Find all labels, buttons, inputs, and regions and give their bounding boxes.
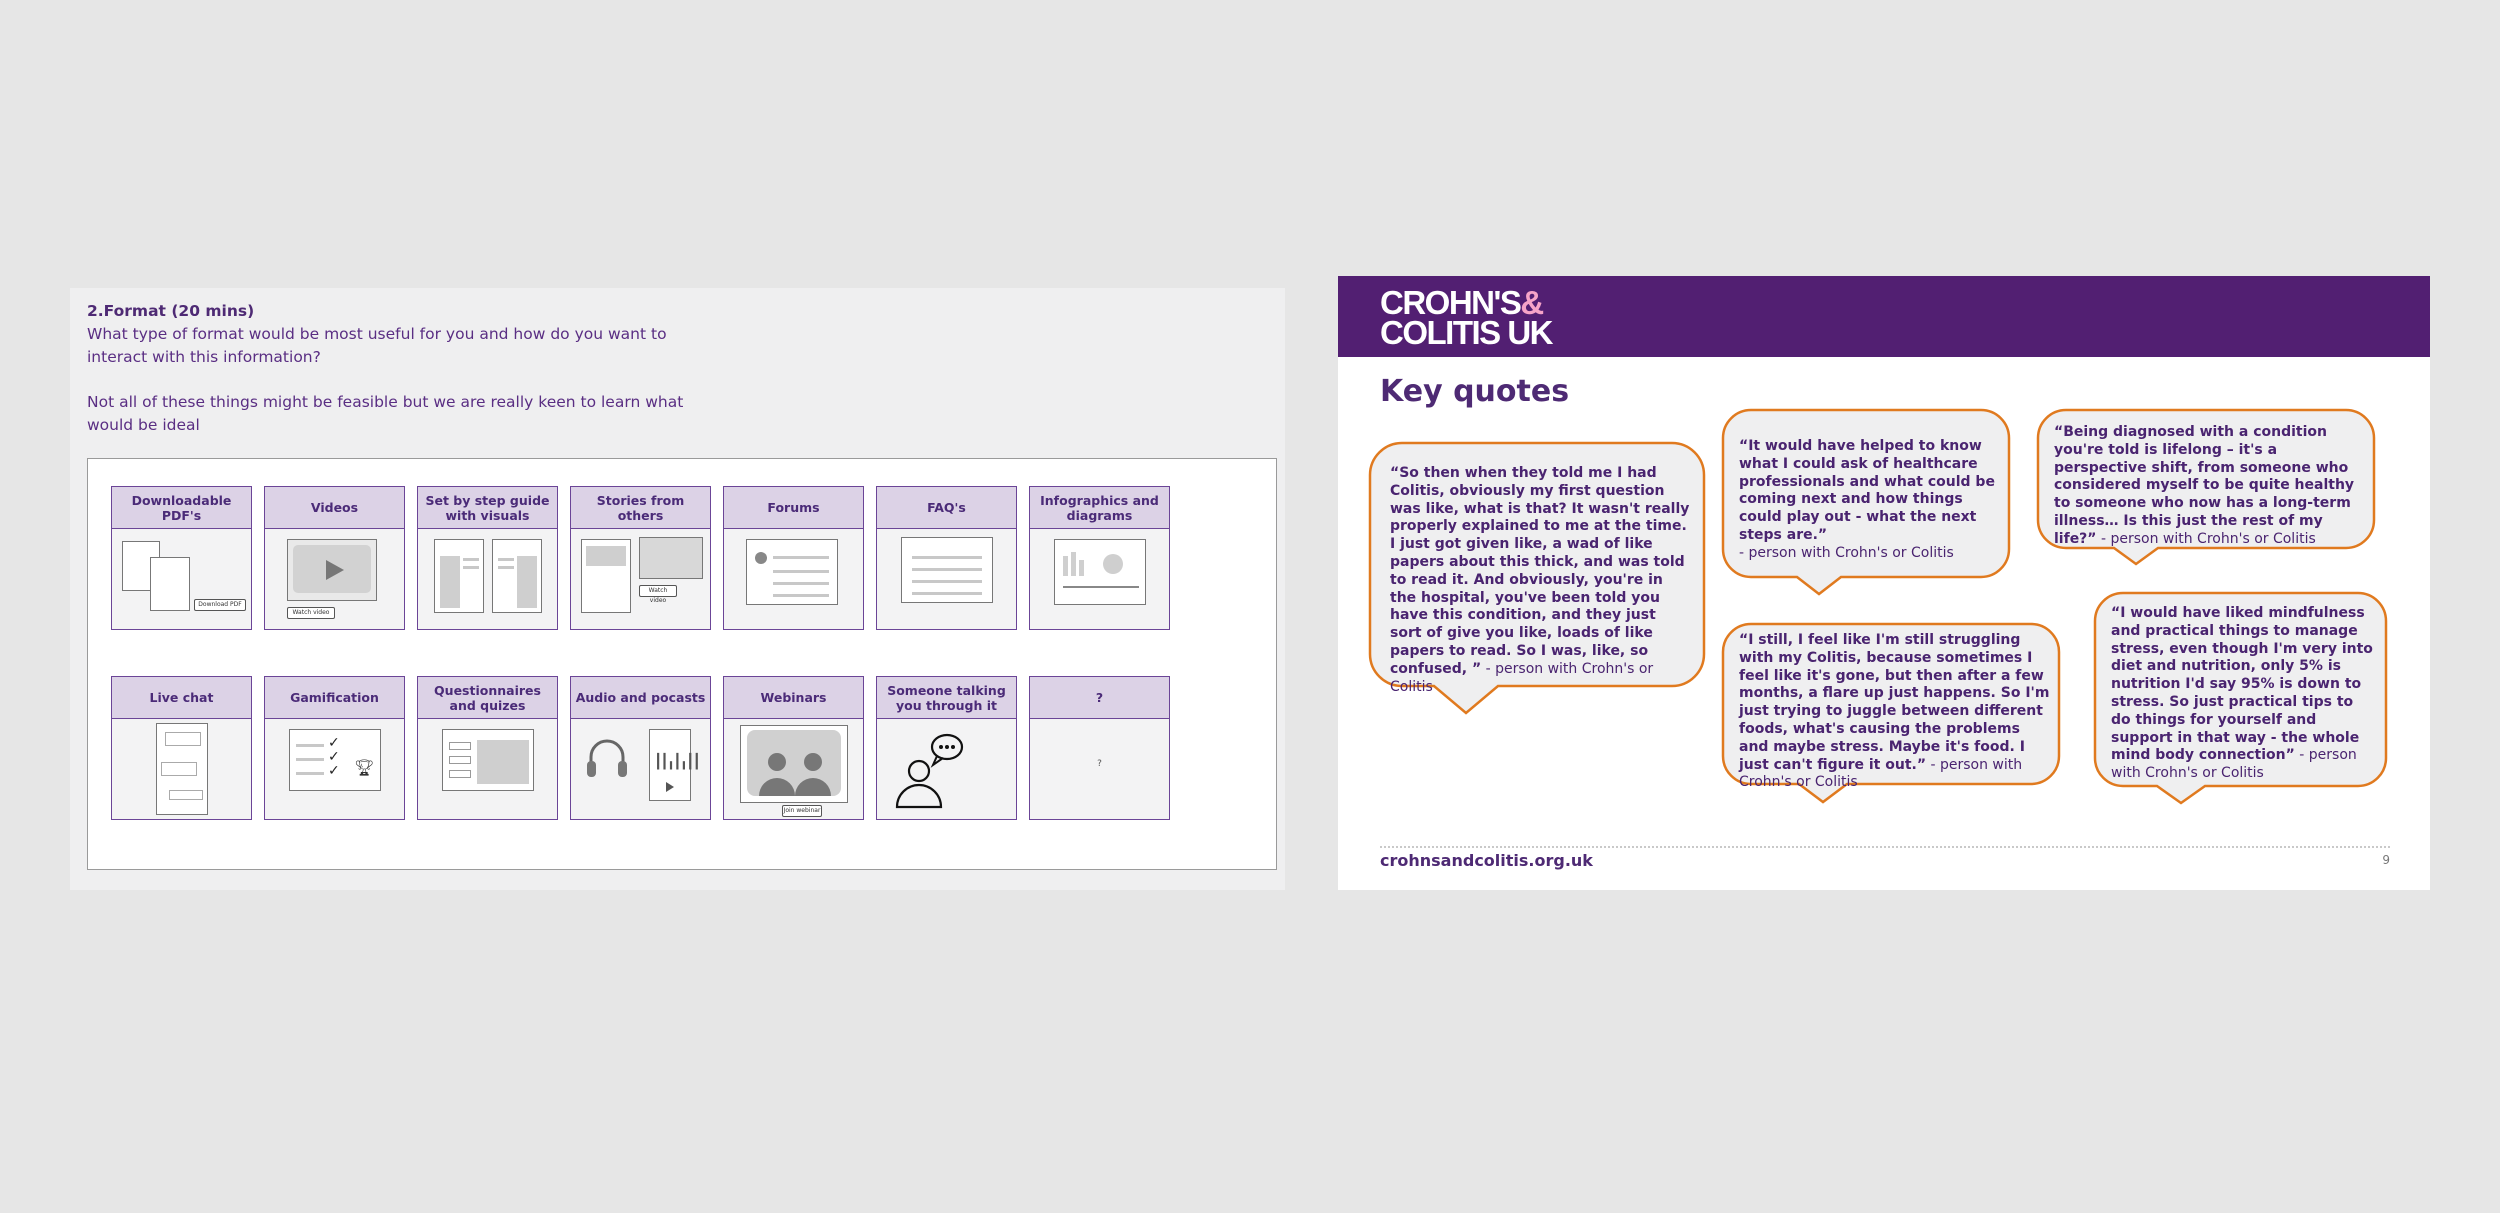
footer-divider xyxy=(1380,846,2390,848)
infographic-window xyxy=(1054,539,1146,605)
forums-sketch xyxy=(724,529,863,629)
gamification-window xyxy=(289,729,381,791)
webinar-window xyxy=(740,725,848,803)
card-videos[interactable] xyxy=(264,486,405,630)
card-audio-podcasts[interactable] xyxy=(570,676,711,820)
card-webinars[interactable] xyxy=(723,676,864,820)
intro-text xyxy=(87,300,707,437)
quiz-sketch xyxy=(418,719,557,819)
download-pdf-button[interactable]: Download PDF xyxy=(194,599,246,611)
card-title: ? xyxy=(1030,677,1169,719)
person-speaking-icon xyxy=(891,733,971,811)
quote-bubble xyxy=(1368,441,1708,721)
video-player xyxy=(287,539,377,601)
page-number: 9 xyxy=(2382,853,2390,867)
card-infographics[interactable] xyxy=(1029,486,1170,630)
brand-header xyxy=(1338,276,2430,357)
trophy-icon: 🏆︎ xyxy=(354,758,375,777)
quote-text: “It would have helped to know what I could ask of healthcare professionals and what could be coming next and how things could play out - what the next steps are.” - person with Crohn's or Colitis xyxy=(1739,438,1995,561)
audio-sketch xyxy=(571,719,710,819)
quote-bubble xyxy=(1723,622,2063,807)
card-title: Someone talking you through it xyxy=(877,677,1016,719)
card-gamification[interactable] xyxy=(264,676,405,820)
webinar-sketch xyxy=(724,719,863,819)
page-icon xyxy=(434,539,484,613)
quiz-window xyxy=(442,729,534,791)
card-someone-talking[interactable] xyxy=(876,676,1017,820)
card-downloadable-pdfs[interactable] xyxy=(111,486,252,630)
waveform-icon: ┃┃╻┃╻┃┃ xyxy=(654,754,700,770)
card-stories[interactable] xyxy=(570,486,711,630)
play-icon[interactable] xyxy=(326,560,344,580)
chat-sketch xyxy=(112,719,251,819)
checkmark-icon: ✓ ✓ ✓ xyxy=(328,735,340,779)
quote-text: “Being diagnosed with a condition you're told is lifelong – it's a perspective shift, from someone who considered myself to be quite healthy to someone who now has a long-term illness… Is this just the rest of my life?” - person with Crohn's or Colitis xyxy=(2054,424,2355,547)
faq-window xyxy=(901,537,993,603)
headphones-icon xyxy=(585,735,629,785)
card-live-chat[interactable] xyxy=(111,676,252,820)
quote-bubble xyxy=(2038,408,2378,568)
question-text: What type of format would be most useful for you and how do you want to interact with this information? xyxy=(87,325,667,366)
card-title: Downloadable PDF's xyxy=(112,487,251,529)
card-title: Gamification xyxy=(265,677,404,719)
watch-video-button[interactable]: Watch video xyxy=(287,607,335,619)
card-step-guide[interactable] xyxy=(417,486,558,630)
card-title: Webinars xyxy=(724,677,863,719)
infographic-sketch xyxy=(1030,529,1169,629)
page-icon xyxy=(581,539,631,613)
card-title: Set by step guide with visuals xyxy=(418,487,557,529)
key-quotes-slide xyxy=(1338,276,2430,890)
video-thumbnail xyxy=(639,537,703,579)
audio-player xyxy=(649,729,700,801)
card-questionnaires[interactable] xyxy=(417,676,558,820)
card-unknown[interactable] xyxy=(1029,676,1170,820)
card-title: Videos xyxy=(265,487,404,529)
watch-video-button[interactable]: Watch video xyxy=(639,585,677,597)
participants-icon xyxy=(757,752,833,796)
card-title: Forums xyxy=(724,487,863,529)
quote-text: “So then when they told me I had Colitis, obviously my first question was like, what is that? It wasn't really properly explained to me at the time. I just got given like, a wad of like papers about this thick, and was told to read it. And obviously, you're in the hospital, you've been told you have this condition, and they just sort of give you like, loads of like papers to read. So I was, like, so confused, ” - person with Crohn's or Colitis xyxy=(1390,465,1690,695)
card-faqs[interactable] xyxy=(876,486,1017,630)
phone-icon xyxy=(156,723,208,815)
placeholder-text: ? xyxy=(1097,759,1102,769)
document-icon xyxy=(150,557,190,611)
crohns-colitis-logo: CROHN'S& COLITIS UK xyxy=(1380,284,1552,351)
forum-window xyxy=(746,539,838,605)
card-title: Live chat xyxy=(112,677,251,719)
card-title: Audio and pocasts xyxy=(571,677,710,719)
format-slide xyxy=(70,288,1285,890)
join-webinar-button[interactable]: Join webinar xyxy=(782,805,822,817)
card-title: Infographics and diagrams xyxy=(1030,487,1169,529)
quote-text: “I still, I feel like I'm still struggling with my Colitis, because sometimes I feel like it's gone, but then after a few months, a flare up just happens. So I'm just trying to juggle between different foods, what's causing the problems and maybe stress. Maybe it's food. I just can't figure it out.” - person with Crohn's or Colitis xyxy=(1739,632,2050,791)
section-heading: 2.Format (20 mins) xyxy=(87,302,255,320)
card-forums[interactable] xyxy=(723,486,864,630)
quote-text: “I would have liked mindfulness and practical things to manage stress, even though I'm very into diet and nutrition, only 5% is nutrition I'd say 95% is down to stress. So just practical tips to do things for yourself and support in that way - the whole mind body connection” - person with Crohn's or Colitis xyxy=(2111,605,2373,782)
video-sketch xyxy=(265,529,404,629)
play-icon[interactable] xyxy=(666,782,674,792)
page-icon xyxy=(492,539,542,613)
footer-url[interactable]: crohnsandcolitis.org.uk xyxy=(1380,851,1593,870)
gamification-sketch xyxy=(265,719,404,819)
format-cards-panel xyxy=(87,458,1277,870)
unknown-sketch xyxy=(1030,719,1169,819)
faq-sketch xyxy=(877,529,1016,629)
guide-sketch xyxy=(418,529,557,629)
card-title: Questionnaires and quizes xyxy=(418,677,557,719)
quote-bubble xyxy=(1723,408,2013,598)
note-text: Not all of these things might be feasible but we are really keen to learn what would be ideal xyxy=(87,393,684,434)
page-title: Key quotes xyxy=(1380,374,1570,409)
pdf-sketch xyxy=(112,529,251,629)
card-title: FAQ's xyxy=(877,487,1016,529)
quote-bubble xyxy=(2095,591,2390,806)
talking-sketch xyxy=(877,719,1016,819)
card-title: Stories from others xyxy=(571,487,710,529)
stories-sketch xyxy=(571,529,710,629)
